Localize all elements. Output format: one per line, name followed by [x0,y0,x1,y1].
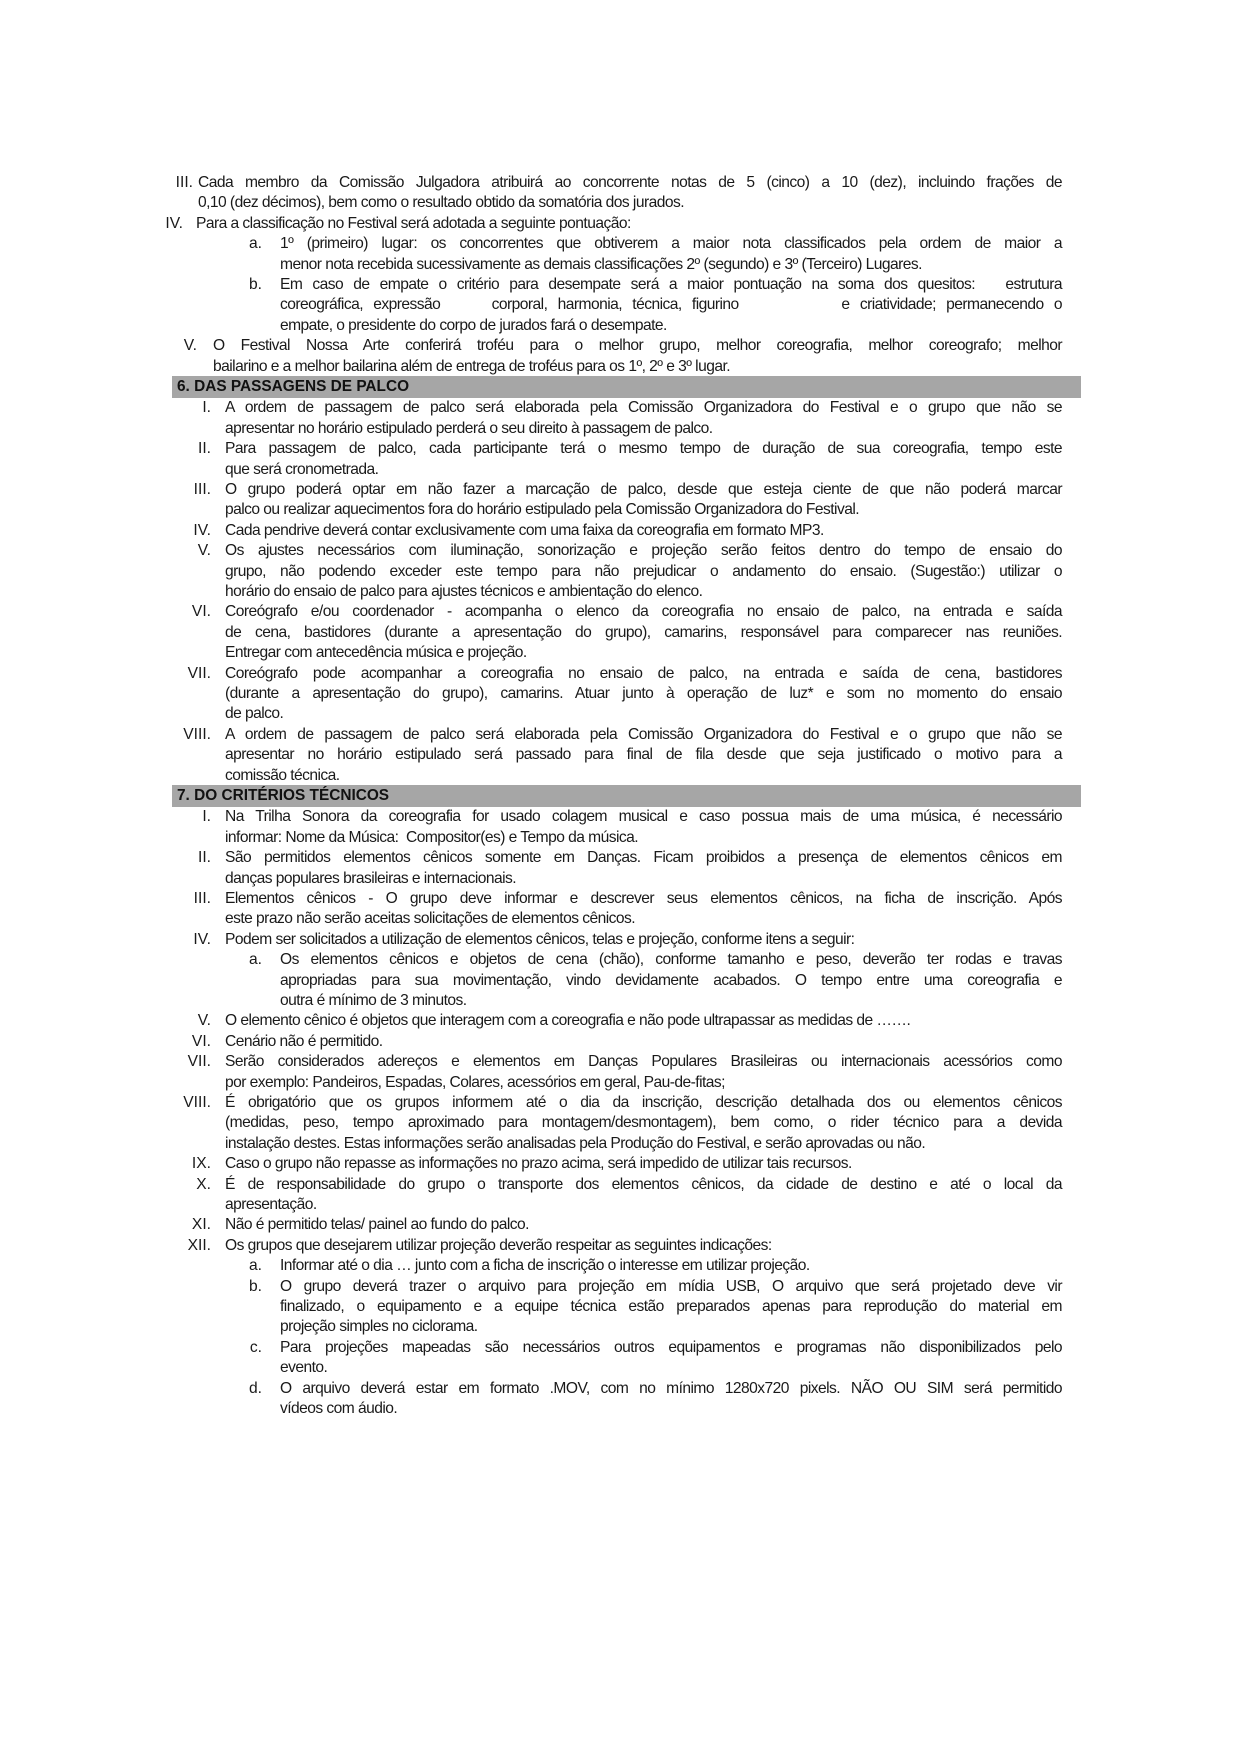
list-item-line: A ordem de passagem de palco será elaborada pela Comissão Organizadora do Festival e o grupo que não se [225,725,1062,743]
list-item-line: Não é permitido telas/ painel ao fundo do palco. [225,1216,529,1234]
list-item-number: I. [202,399,211,417]
sub-item-line: coreográfica, expressão corporal, harmonia, técnica, figurino e criatividade; permanecendo o [280,296,1062,314]
list-item-line: Cenário não é permitido. [225,1032,383,1050]
section-6-heading: 6. DAS PASSAGENS DE PALCO [172,376,1081,398]
sub-item-line: finalizado, o equipamento e a equipe técnica estão preparados apenas para reprodução do material em [280,1298,1062,1315]
sub-item-line: empate, o presidente do corpo de jurados fará o desempate. [280,316,667,334]
sub-item-line: O arquivo deverá estar em formato .MOV, com no mínimo 1280x720 pixels. NÃO OU SIM será permitido [280,1379,1062,1397]
list-item-line: Para a classificação no Festival será adotada a seguinte pontuação: [196,214,631,232]
list-item-line: Serão considerados adereços e elementos em Danças Populares Brasileiras ou internacionais acessórios como [225,1053,1062,1071]
list-item-line: Os ajustes necessários com iluminação, sonorização e projeção serão feitos dentro do tempo de ensaio do [225,542,1062,560]
list-item-number: VIII. [183,725,211,743]
list-item-line: este prazo não serão aceitas solicitações de elementos cênicos. [225,910,636,928]
list-item-number: I. [202,808,211,826]
list-item-number: II. [198,849,211,867]
list-item-line: Na Trilha Sonora da coreografia for usado colagem musical e caso possua mais de uma música, é necessário [225,808,1062,826]
list-item-number: III. [193,481,211,498]
sub-item-line: Em caso de empate o critério para desempate será a maior pontuação na soma dos quesitos: estrutura [280,276,1062,293]
list-item-number: XI. [191,1216,211,1234]
list-item-number: V. [197,1012,211,1030]
sub-item-number: d. [248,1379,262,1397]
list-item-line: por exemplo: Pandeiros, Espadas, Colares, acessórios em geral, Pau-de-fitas; [225,1073,725,1091]
list-item-line: Para passagem de palco, cada participante terá o mesmo tempo de duração de sua coreografia, tempo este [225,440,1062,458]
list-item-line: O grupo poderá optar em não fazer a marcação de palco, desde que esteja ciente de que não poderá marcar [225,481,1062,498]
sub-item-line: 1º (primeiro) lugar: os concorrentes que obtiverem a maior nota classificados pela ordem de maior a [280,235,1062,253]
list-item-line: palco ou realizar aquecimentos fora do horário estipulado pela Comissão Organizadora do Festival. [225,501,860,519]
sub-item-number: c. [249,1338,262,1356]
list-item-line: de palco. [225,705,284,723]
list-item-line: informar: Nome da Música: Compositor(es) e Tempo da música. [225,828,639,846]
sub-item-line: outra é mínimo de 3 minutos. [280,992,467,1009]
list-item-line: 0,10 (dez décimos), bem como o resultado obtido da somatória dos jurados. [198,194,684,212]
list-item-line: Cada pendrive deverá contar exclusivamente com uma faixa da coreografia em formato MP3. [225,521,824,539]
list-item-line: que será cronometrada. [225,460,379,478]
list-item-line: Coreógrafo pode acompanhar a coreografia no ensaio de palco, na entrada e saída de cena, bastidores [225,664,1062,682]
sub-item-line: evento. [280,1359,328,1377]
list-item-line: O Festival Nossa Arte conferirá troféu para o melhor grupo, melhor coreografia, melhor coreografo; melhor [213,337,1062,355]
list-item-number: IX. [191,1155,211,1173]
sub-item-number: b. [248,276,262,293]
list-item-line: apresentação. [225,1196,317,1213]
list-item-number: VII. [187,1053,211,1071]
sub-item-number: a. [248,1257,262,1275]
list-item-line: Coreógrafo e/ou coordenador - acompanha o elenco da coreografia no ensaio de palco, na entrada e saída [225,603,1062,621]
list-item-number: X. [196,1175,211,1193]
list-item-line: O elemento cênico é objetos que interagem com a coreografia e não pode ultrapassar as medidas de ……. [225,1012,911,1030]
list-item-number: IV. [193,930,211,948]
list-item-line: danças populares brasileiras e internacionais. [225,869,517,887]
list-item-line: comissão técnica. [225,766,340,784]
list-item-number: III. [193,890,211,907]
list-item-line: Os grupos que desejarem utilizar projeção deverão respeitar as seguintes indicações: [225,1236,772,1254]
list-item-line: instalação destes. Estas informações serão analisadas pela Produção do Festival, e serão aprovadas ou não. [225,1134,926,1152]
list-item-line: apresentar no horário estipulado será passado para final de fila desde que seja justificado o motivo para a [225,746,1062,764]
list-item-line: É de responsabilidade do grupo o transporte dos elementos cênicos, da cidade de destino e até o local da [225,1175,1062,1193]
list-item-line: São permitidos elementos cênicos somente em Danças. Ficam proibidos a presença de elementos cênicos em [225,849,1062,867]
section-7-heading: 7. DO CRITÉRIOS TÉCNICOS [172,785,1081,807]
list-item-number: VIII. [183,1094,211,1111]
sub-item-line: vídeos com áudio. [280,1400,398,1417]
list-item-line: A ordem de passagem de palco será elaborada pela Comissão Organizadora do Festival e o grupo que não se [225,399,1062,417]
sub-item-number: a. [248,951,262,969]
list-item-line: É obrigatório que os grupos informem até o dia da inscrição, descrição detalhada dos ou elementos cênicos [225,1094,1062,1111]
list-item-number: IV. [193,521,211,539]
list-item-line: (durante a apresentação do grupo), camarins. Atuar junto à operação de luz* e som no momento do ensaio [225,685,1062,702]
list-item-number: II. [198,440,211,458]
list-item-line: bailarino e a melhor bailarina além de entrega de troféus para os 1º, 2º e 3º lugar. [213,357,731,375]
sub-item-line: Para projeções mapeadas são necessários outros equipamentos e programas não disponibilizados pelo [280,1338,1062,1356]
sub-item-line: O grupo deverá trazer o arquivo para projeção em mídia USB, O arquivo que será projetado deve vir [280,1277,1062,1295]
sub-item-number: a. [248,235,262,253]
list-item-line: grupo, não podendo exceder este tempo para não prejudicar o andamento do ensaio. (Sugestão:) utilizar o [225,562,1062,580]
list-item-number: V. [183,337,197,355]
list-item-line: horário do ensaio de palco para ajustes técnicos e ambientação do elenco. [225,583,703,600]
list-item-number: IV. [165,214,183,232]
list-item-line: Cada membro da Comissão Julgadora atribuirá ao concorrente notas de 5 (cinco) a 10 (dez), incluindo frações de [198,174,1062,191]
sub-item-line: menor nota recebida sucessivamente as demais classificações 2º (segundo) e 3º (Terceiro) Lugares. [280,255,922,273]
list-item-line: Elementos cênicos - O grupo deve informar e descrever seus elementos cênicos, na ficha de inscrição. Após [225,890,1062,907]
list-item-line: Podem ser solicitados a utilização de elementos cênicos, telas e projeção, conforme itens a seguir: [225,930,855,948]
list-item-number: XII. [187,1236,211,1254]
sub-item-number: b. [248,1277,262,1295]
list-item-line: apresentar no horário estipulado perderá o seu direito à passagem de palco. [225,419,713,437]
list-item-number: III. [175,174,193,191]
list-item-number: VI. [191,1032,211,1050]
sub-item-line: Os elementos cênicos e objetos de cena (chão), conforme tamanho e peso, deverão ter rodas e travas [280,951,1062,969]
list-item-number: V. [197,542,211,560]
list-item-line: Caso o grupo não repasse as informações no prazo acima, será impedido de utilizar tais recursos. [225,1155,852,1173]
list-item-line: (medidas, peso, tempo aproximado para montagem/desmontagem), bem como, o rider técnico para a devida [225,1114,1062,1132]
list-item-number: VI. [191,603,211,621]
list-item-number: VII. [187,664,211,682]
sub-item-line: projeção simples no ciclorama. [280,1318,478,1336]
list-item-line: Entregar com antecedência música e projeção. [225,644,527,662]
sub-item-line: Informar até o dia … junto com a ficha de inscrição o interesse em utilizar projeção. [280,1257,810,1275]
list-item-line: de cena, bastidores (durante a apresentação do grupo), camarins, responsável para comparecer nas reuniões. [225,623,1062,641]
sub-item-line: apropriadas para sua movimentação, vindo devidamente acabados. O tempo entre uma coreografia e [280,971,1062,989]
